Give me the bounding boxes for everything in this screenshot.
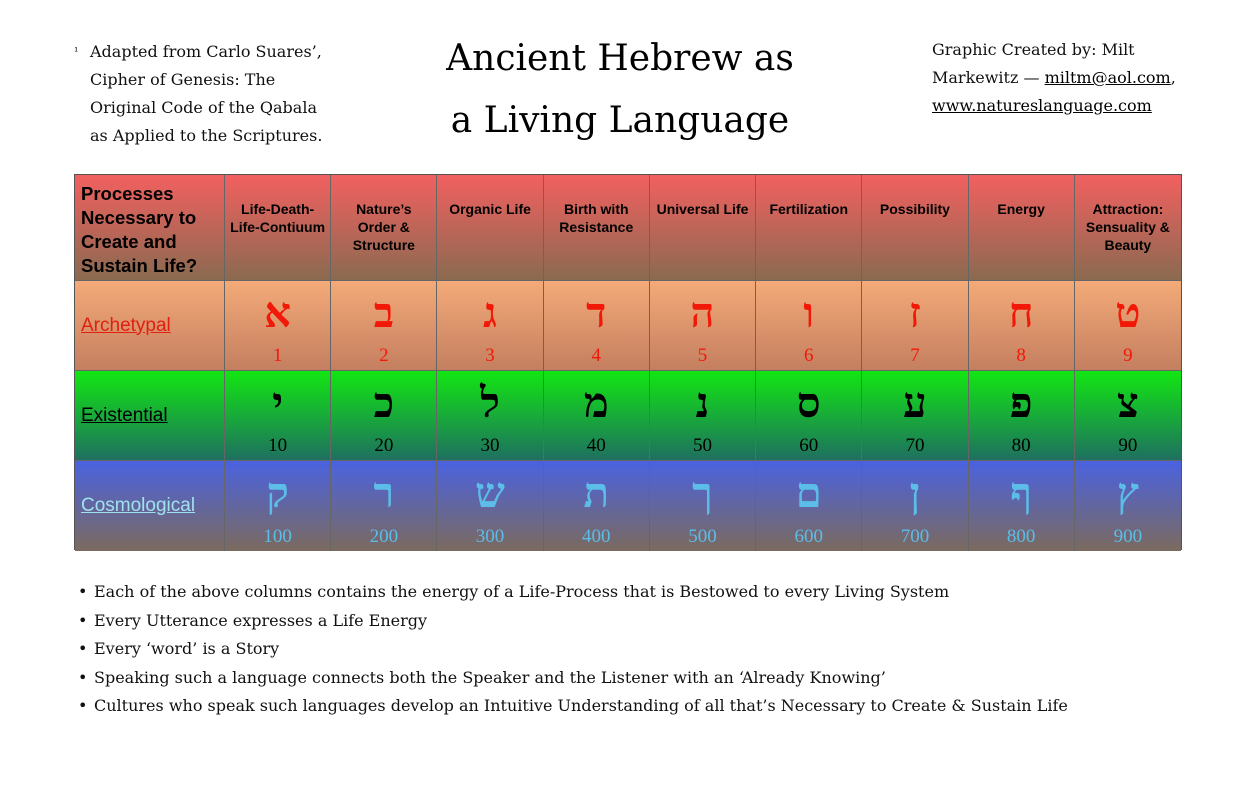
letter-cell [756, 281, 862, 371]
hebrew-letter: ק [266, 468, 289, 517]
page-title [400, 28, 840, 152]
bullet-list [78, 578, 1178, 721]
letter-cell [969, 281, 1075, 371]
letter-value: 8 [1016, 345, 1026, 366]
hebrew-letter: ב [373, 288, 394, 337]
hebrew-letter: ץ [1116, 468, 1139, 517]
letter-cell [969, 371, 1075, 461]
letter-value: 60 [799, 435, 819, 456]
hebrew-letter: ח [1008, 288, 1034, 337]
hebrew-letter: ד [586, 288, 607, 337]
letter-cell [650, 461, 756, 551]
letter-value: 9 [1123, 345, 1133, 366]
hebrew-letter: ו [803, 288, 815, 337]
letter-cell [225, 371, 331, 461]
title-line-2: a Living Language [450, 100, 790, 141]
row-label-cell [75, 371, 225, 461]
letter-value: 900 [1113, 526, 1143, 547]
letter-value: 20 [374, 435, 394, 456]
source-credit [74, 38, 374, 150]
hebrew-letter: נ [695, 378, 710, 427]
letter-cell [1075, 461, 1181, 551]
column-header: Possibility [862, 175, 968, 281]
comma: , [1170, 68, 1176, 87]
letter-value: 800 [1006, 526, 1036, 547]
hebrew-letter: ן [909, 468, 921, 517]
hebrew-letter: ש [475, 468, 505, 517]
bullet-item: • Every ‘word’ is a Story [78, 635, 1178, 664]
letter-cell [544, 371, 650, 461]
hebrew-letter: ג [483, 288, 497, 337]
hebrew-letter: ז [909, 288, 921, 337]
source-credit-line: Adapted from Carlo Suares’, [90, 42, 322, 61]
letter-value: 200 [369, 526, 399, 547]
letter-value: 500 [688, 526, 717, 547]
letter-value: 600 [794, 526, 823, 547]
letter-cell [862, 371, 968, 461]
hebrew-letter: ך [692, 468, 713, 517]
hebrew-letter: ת [583, 468, 610, 517]
letter-value: 70 [905, 435, 925, 456]
bullet-item: • Every Utterance expresses a Life Energy [78, 607, 1178, 636]
author-name-tail: Markewitz — [932, 68, 1045, 87]
corner-header: Processes Necessary to Create and Sustain Life? [75, 175, 225, 281]
column-header: Nature’s Order & Structure [331, 175, 437, 281]
letter-value: 80 [1011, 435, 1031, 456]
hebrew-letter: ט [1115, 288, 1141, 337]
hebrew-letter: צ [1116, 378, 1139, 427]
letter-cell [862, 461, 968, 551]
letter-cell [225, 281, 331, 371]
hebrew-letter: ה [690, 288, 715, 337]
letter-cell [544, 281, 650, 371]
cosmological-link[interactable]: Cosmological [75, 461, 224, 551]
letter-cell [862, 281, 968, 371]
letter-value: 50 [692, 435, 712, 456]
bullet-item: • Speaking such a language connects both the Speaker and the Listener with an ‘Already Knowing’ [78, 664, 1178, 693]
letter-value: 4 [591, 345, 602, 366]
row-label-cell [75, 461, 225, 551]
hebrew-letter: ף [1010, 468, 1033, 517]
letter-value: 400 [582, 526, 611, 547]
column-header: Birth with Resistance [544, 175, 650, 281]
author-line: Graphic Created by: Milt [932, 40, 1135, 59]
letter-cell [437, 371, 543, 461]
column-header: Universal Life [650, 175, 756, 281]
letter-cell [331, 281, 437, 371]
letter-value: 5 [697, 345, 708, 366]
hebrew-letter: ם [795, 468, 822, 517]
bullet-item: • Cultures who speak such languages develop an Intuitive Understanding of all that’s Necessary to Create & Sustain Life [78, 692, 1178, 721]
source-credit-line: Cipher of Genesis: The [90, 70, 276, 89]
letter-value: 30 [480, 435, 500, 456]
letter-value: 6 [803, 345, 814, 366]
letter-value: 3 [485, 345, 495, 366]
letter-cell [331, 371, 437, 461]
author-credit [932, 36, 1232, 120]
hebrew-letter: ע [903, 378, 927, 427]
column-header: Energy [969, 175, 1075, 281]
row-label-cell [75, 281, 225, 371]
letter-cell [650, 281, 756, 371]
letter-cell [437, 461, 543, 551]
hebrew-letter: ל [480, 378, 500, 427]
source-credit-line: Original Code of the Qabala [90, 98, 317, 117]
letter-value: 100 [263, 526, 292, 547]
column-header: Organic Life [437, 175, 543, 281]
letter-cell [969, 461, 1075, 551]
source-credit-line: as Applied to the Scriptures. [90, 126, 323, 145]
letter-cell [437, 281, 543, 371]
hebrew-letter: כ [373, 378, 395, 427]
column-header: Life-Death-Life-Contiuum [225, 175, 331, 281]
author-contact [932, 64, 1232, 92]
letter-cell [544, 461, 650, 551]
letter-value: 300 [475, 526, 505, 547]
letter-value: 7 [910, 345, 920, 366]
letter-value: 2 [379, 345, 389, 366]
hebrew-letter: י [272, 378, 284, 427]
archetypal-link[interactable]: Archetypal [75, 281, 224, 370]
bullet-item: • Each of the above columns contains the energy of a Life-Process that is Bestowed to every Living System [78, 578, 1178, 607]
letter-cell [756, 371, 862, 461]
email-link[interactable]: miltm@aol.com [1044, 68, 1171, 87]
column-header: Attraction: Sensuality & Beauty [1075, 175, 1181, 281]
existential-link[interactable]: Existential [75, 371, 224, 460]
letter-cell [756, 461, 862, 551]
letter-table [74, 174, 1182, 550]
letter-value: 1 [272, 345, 283, 366]
letter-cell [225, 461, 331, 551]
letter-value: 90 [1118, 435, 1138, 456]
letter-cell [650, 371, 756, 461]
hebrew-letter: ר [373, 468, 395, 517]
hebrew-letter: מ [583, 378, 609, 427]
footnote-mark: ¹ [74, 45, 79, 58]
hebrew-letter: ס [796, 378, 821, 427]
letter-cell [1075, 371, 1181, 461]
title-line-1: Ancient Hebrew as [446, 38, 794, 79]
letter-cell [1075, 281, 1181, 371]
letter-value: 40 [586, 435, 606, 456]
letter-cell [331, 461, 437, 551]
letter-value: 10 [268, 435, 288, 456]
hebrew-letter: א [264, 288, 292, 337]
column-header: Fertilization [756, 175, 862, 281]
letter-value: 700 [900, 526, 930, 547]
website-link[interactable]: www.natureslanguage.com [932, 96, 1152, 115]
hebrew-letter: פ [1009, 378, 1033, 427]
